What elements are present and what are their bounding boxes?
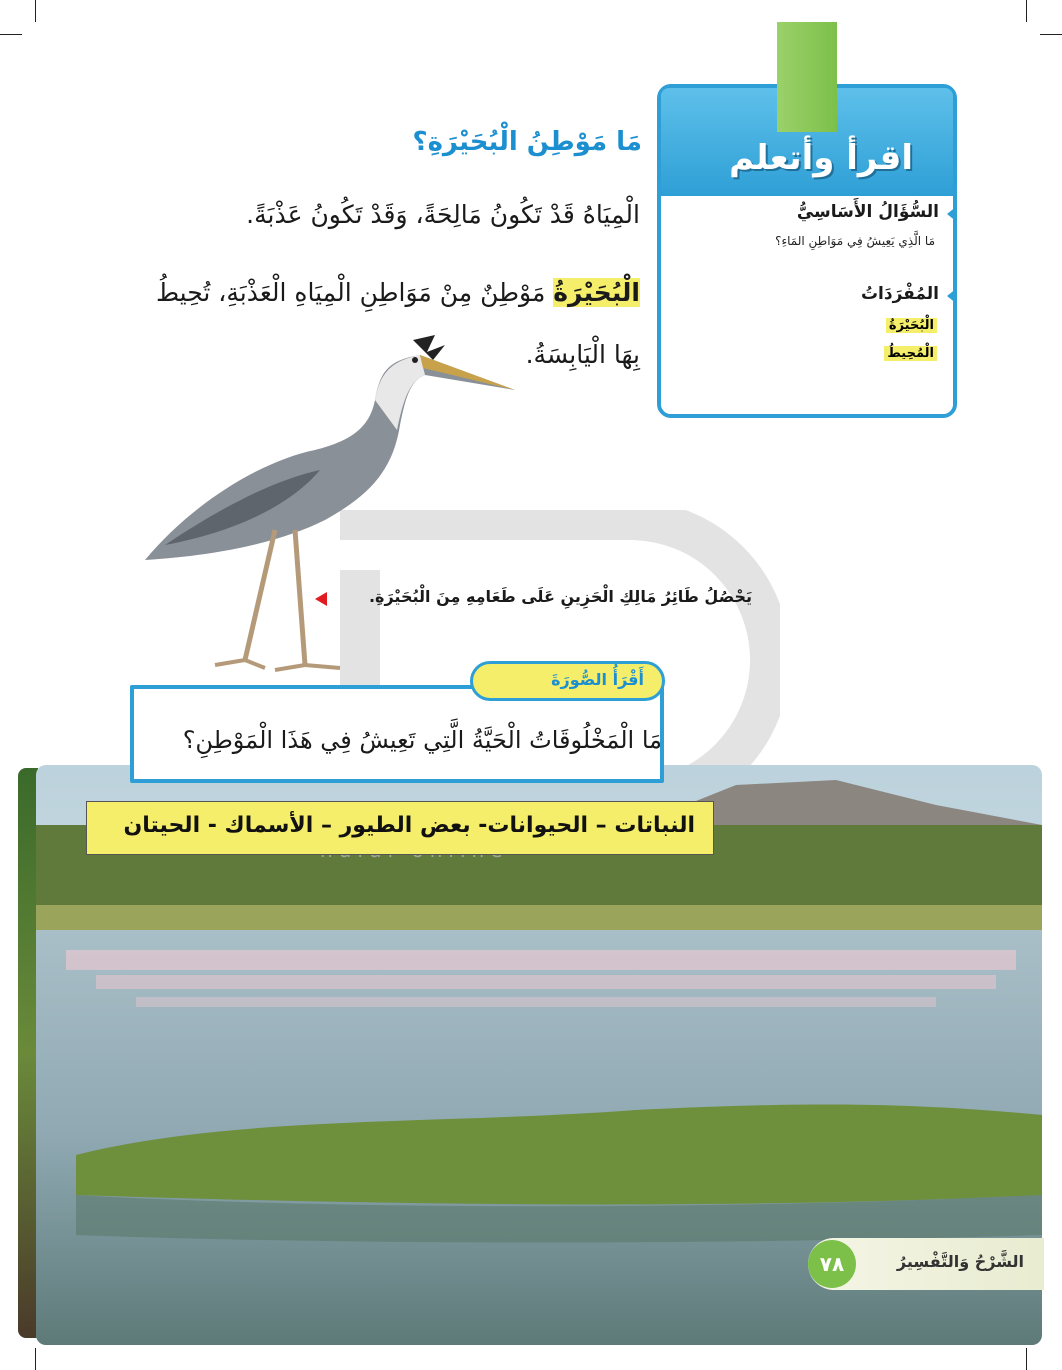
section-title: مَا مَوْطِنُ الْبُحَيْرَةِ؟: [412, 127, 642, 157]
paragraph-2-rest: مَوْطِنٌ مِنْ مَوَاطِنِ الْمِيَاهِ الْعَذْبَةِ، تُحِيطُ: [155, 278, 554, 307]
page-number: ٧٨: [808, 1240, 856, 1288]
heron-image: [135, 330, 525, 675]
vocab-term-lake: الْبُحَيْرَةُ: [886, 318, 937, 333]
answer-box: [86, 801, 714, 855]
paragraph-2: [156, 278, 640, 307]
vocabulary-label: المُفْرَدَاتُ: [860, 284, 939, 304]
bookmark-tab: [777, 22, 837, 132]
crop-mark: [35, 0, 36, 22]
essential-question-label: السُّؤَالُ الأَسَاسِيُّ: [796, 202, 939, 222]
vocab-term-ocean: الْمُحِيطُ: [884, 346, 937, 361]
side-photo-strip: [18, 768, 38, 1338]
crop-mark: [1026, 1348, 1027, 1370]
footer-label: الشَّرْحُ وَالتَّفْسِيرُ: [896, 1252, 1024, 1271]
crop-mark: [1040, 34, 1062, 35]
paragraph-3: بِهَا الْيَابِسَةُ.: [525, 340, 640, 369]
answer-text: النباتات – الحيوانات- بعض الطيور – الأسماك - الحيتان: [123, 813, 695, 838]
read-the-picture-label: أَقْرَأُ الصُّورَةَ: [470, 661, 665, 701]
bullet-icon: [947, 288, 957, 304]
read-and-learn-body: [661, 196, 953, 414]
crop-mark: [0, 34, 22, 35]
pointer-arrow-icon: [315, 592, 327, 606]
crop-mark: [1026, 0, 1027, 22]
read-the-picture-question: مَا الْمَخْلُوقَاتُ الْحَيَّةُ الَّتِي تَعِيشُ فِي هَذَا الْمَوْطِنِ؟: [182, 726, 662, 754]
paragraph-1: الْمِيَاهُ قَدْ تَكُونُ مَالِحَةً، وَقَدْ تَكُونُ عَذْبَةً.: [246, 200, 640, 229]
heron-caption: يَحْصُلُ طَائِرُ مَالِكِ الْحَزِينِ عَلَى طَعَامِهِ مِنَ الْبُحَيْرَةِ.: [368, 587, 752, 606]
essential-question: مَا الَّذِي يَعِيشُ فِي مَوَاطِنِ المَاءِ؟: [775, 234, 935, 248]
read-and-learn-box: [657, 84, 957, 418]
page-footer: [808, 1238, 1044, 1290]
bullet-icon: [947, 206, 957, 222]
crop-mark: [35, 1348, 36, 1370]
read-and-learn-title: اقرأ وأتعلم: [729, 138, 913, 178]
lake-term: الْبُحَيْرَةُ: [553, 278, 640, 307]
